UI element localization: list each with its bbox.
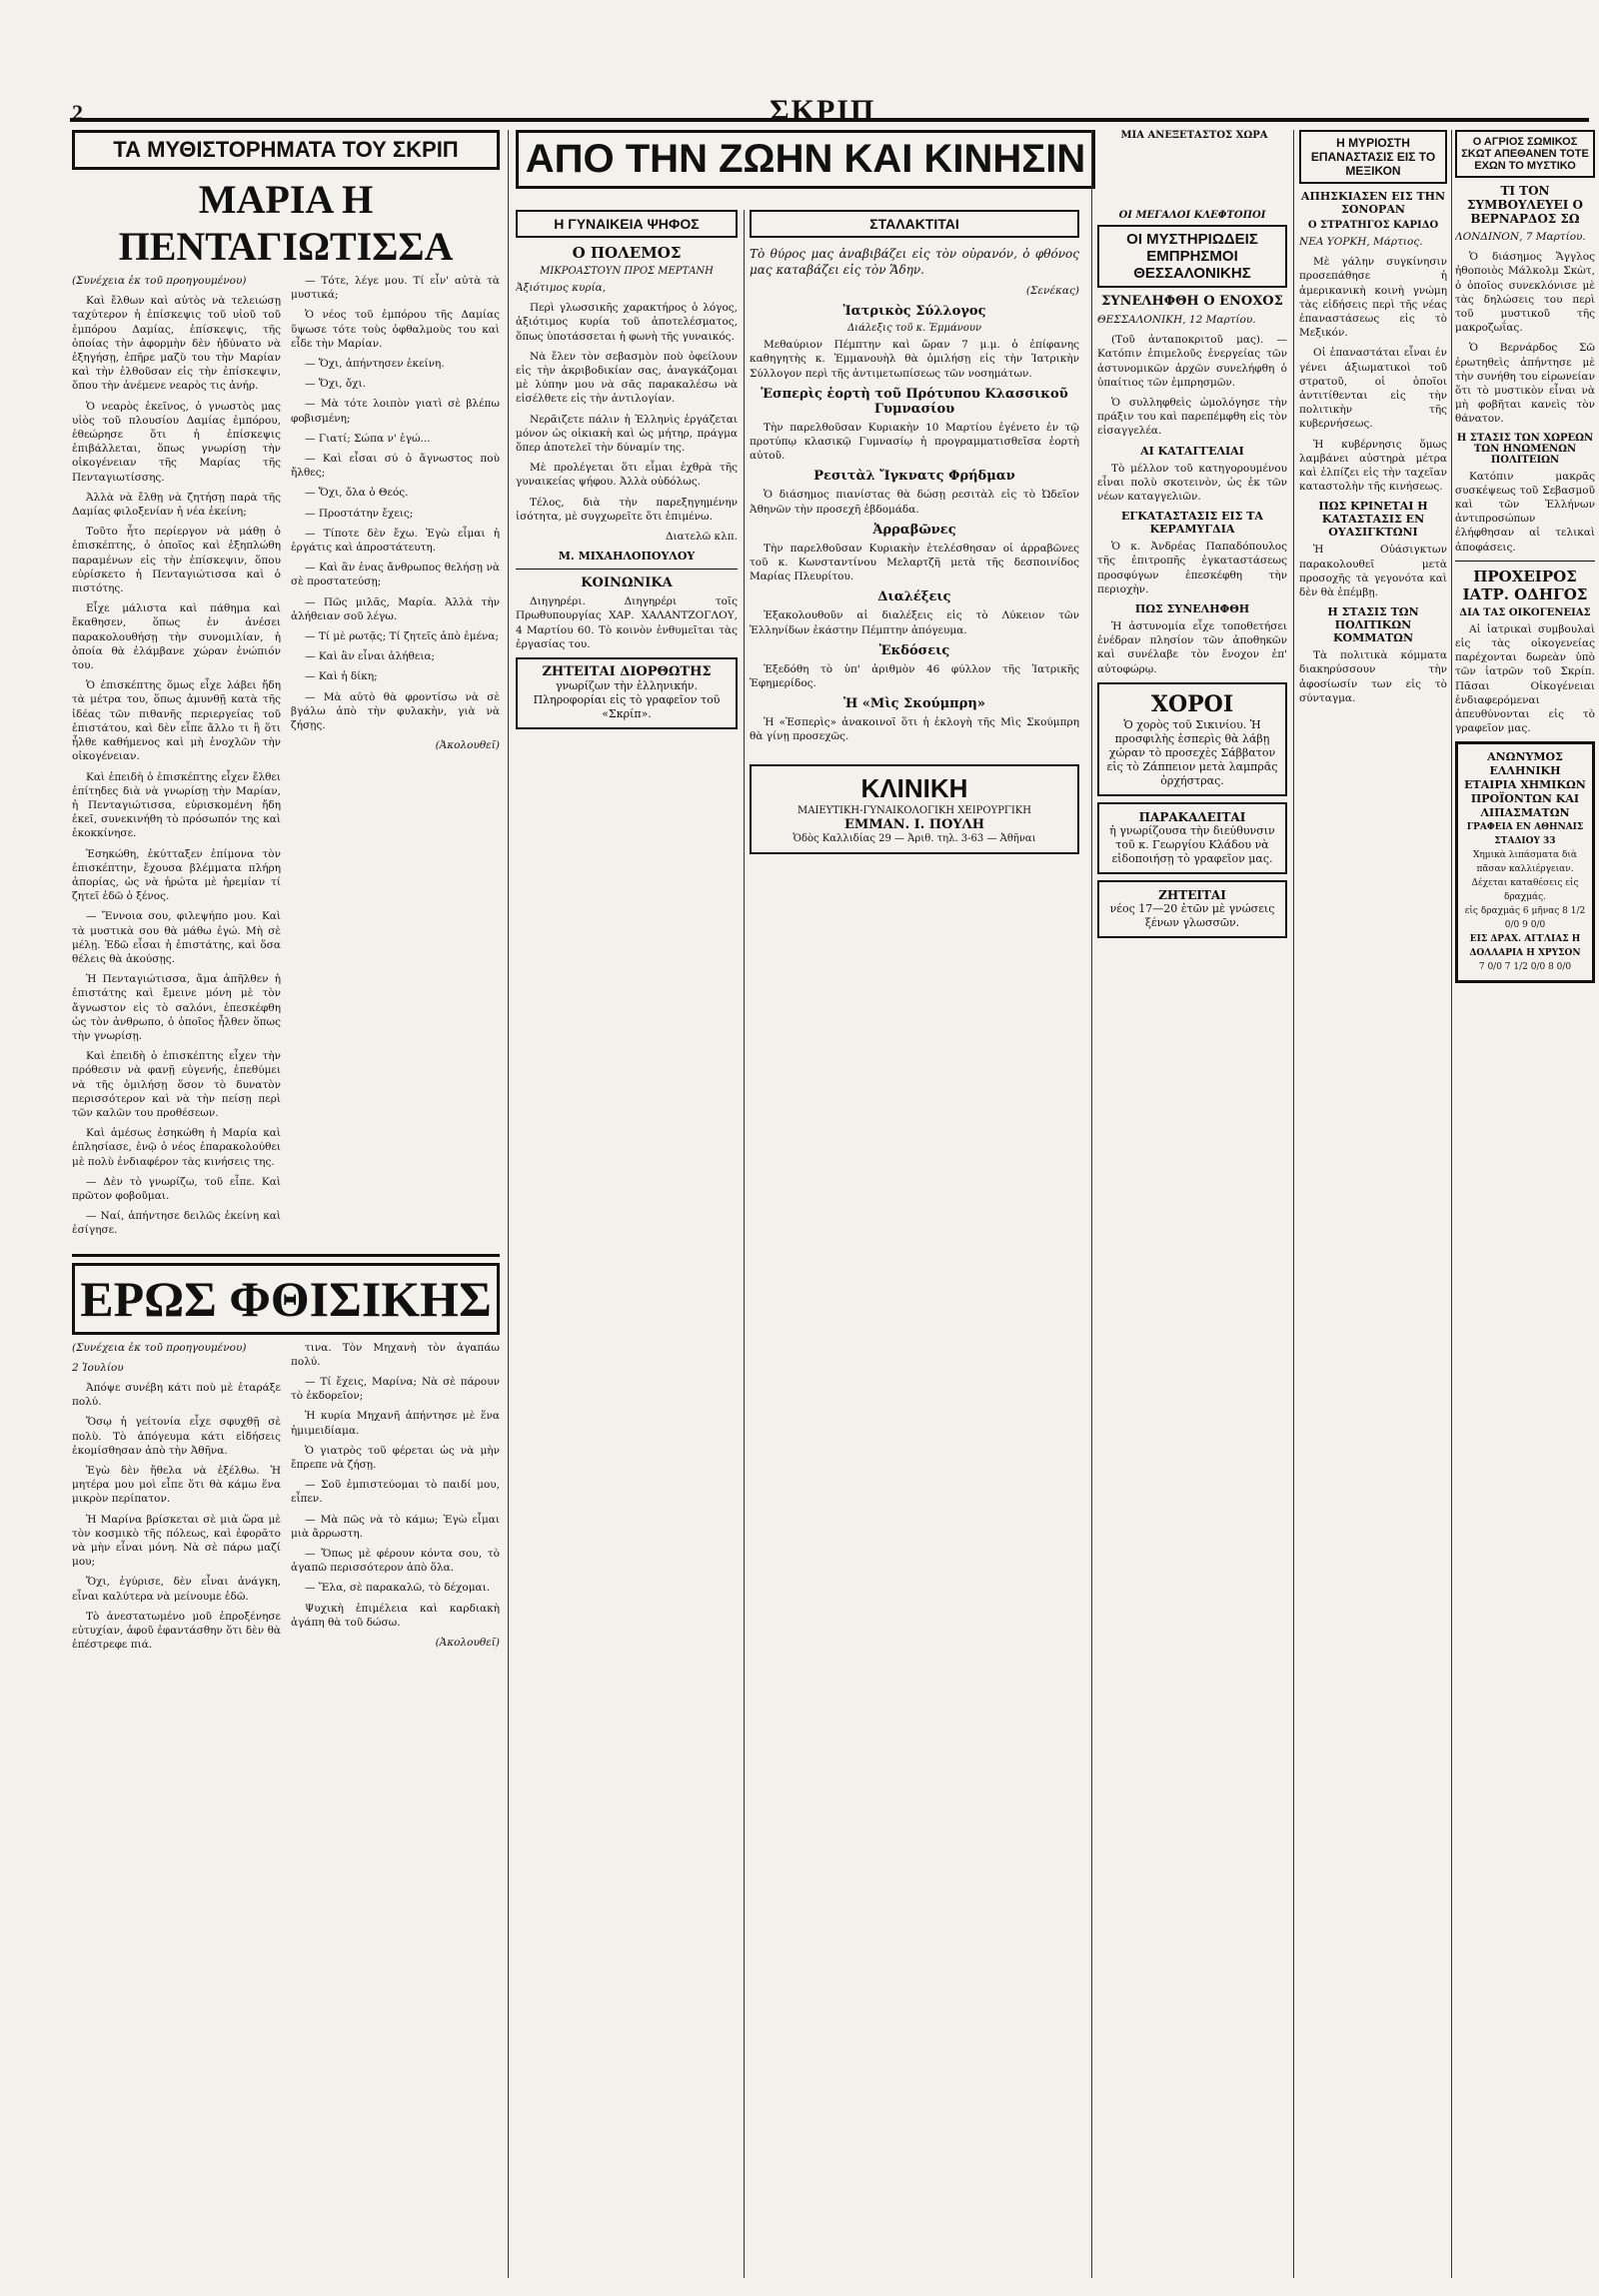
- dialog-line: — Καὶ ἂν εἶναι ἀλήθεια;: [305, 650, 436, 663]
- item-text: Τὴν παρελθοῦσαν Κυριακὴν ἐτελέσθησαν οἱ ἀρραβῶνες τοῦ κ. Κωνσταντίνου Μελαρτζῆ μετὰ τῆς δεσποινίδος Μαρίας Πλευρίτου.: [750, 542, 1079, 583]
- chemicals-rates2: 7 0/0 7 1/2 0/0 8 0/0: [1478, 962, 1572, 973]
- section-rule: [1455, 561, 1595, 562]
- item-text: Τὴν παρελθοῦσαν Κυριακὴν 10 Μαρτίου ἐγένετο ἐν τῷ προτύπῳ κλασικῷ Γυμνασίῳ ἡ προγραμματισθεῖσα ἑορτὴ αὐτοῦ.: [750, 421, 1079, 463]
- novel-paragraph: Ἡ Μαρίνα βρίσκεται σὲ μιὰ ὥρα μὲ τὸν κοσμικὸ τῆς πόλεως, καὶ ἐφορᾶτο νὰ μὴν εἶναι μόνη. Νὰ σὲ πάρω μαζί μου;: [72, 1513, 281, 1569]
- section-rule: [516, 569, 738, 570]
- header-rule: [70, 118, 1589, 122]
- novel-paragraph: — Δὲν τὸ γνωρίζω, τοῦ εἶπε. Καὶ πρῶτον φοβοῦμαι.: [72, 1175, 281, 1202]
- item-text: Ἐξεδόθη τὸ ὑπ' ἀριθμὸν 46 φύλλον τῆς Ἰατρικῆς Ἑφημερίδος.: [750, 662, 1079, 690]
- mexico-kicker: ΜΙΑ ΑΝΕΞΕΤΑΣΤΟΣ ΧΩΡΑ: [1120, 130, 1268, 141]
- novel-paragraph: Ἀπόψε συνέβη κάτι ποὺ μὲ ἐταράξε πολύ.: [72, 1382, 281, 1409]
- novel2-col-b: [291, 1341, 500, 1659]
- novel-paragraph: Ὁ ἐπισκέπτης ὅμως εἶχε λάβει ἤδη τὰ μέτρα του, ὅπως ἀμυνθῇ κατὰ τῆς ἰδέας τῶν πιθανῆς περιεργείας τοῦ ἐπιστάτου, καὶ δὲν εἶπε ἄλλο τι ἢ ὅτι ἦλθε καθήμενος καὶ μὴ ἐνοχλῶν τὴν οἰκογένειαν.: [72, 679, 281, 763]
- quote: Τὸ θύρος μας ἀναβιβάζει εἰς τὸν οὐρανόν, ὁ φθόνος μας καταβάζει εἰς τὸν Ἅδην.: [750, 247, 1079, 277]
- dialog-line: Ὁ νέος τοῦ ἐμπόρου τῆς Δαμίας ὕψωσε τότε τοὺς ὀφθαλμοὺς του καὶ εἶδε τὴν Μαρίαν.: [291, 309, 500, 350]
- item-title: Ἐκδόσεις: [878, 642, 950, 658]
- item-title: Ἰατρικὸς Σύλλογος: [842, 304, 986, 320]
- article-paragraph: Κατόπιν μακρᾶς συσκέψεως τοῦ Σεβασμοῦ καὶ τῶν Ἐλλήνων ἀντιπροσώπων ἐλήφθησαν αἱ τελικαὶ ἀποφάσεις.: [1455, 470, 1595, 554]
- chemicals-ad: [1455, 741, 1595, 983]
- pharmacy-text: Αἱ ἰατρικαὶ συμβουλαὶ εἰς τὰς οἰκογενείας παρέχονται δωρεὰν ὑπὸ τῶν ἰατρῶν τοῦ Σκρίπ. Πᾶσαι Οἰκογένειαι ἐνδιαφερόμεναι ἀπευθύνονται εἰς τὸ γραφεῖον μας.: [1455, 622, 1595, 735]
- novel2-col-a: [72, 1341, 281, 1659]
- bernard-title: Ο ΑΓΡΙΟΣ ΣΩΜΙΚΟΣ ΣΚΩΤ ΑΠΕΘΑΝΕΝ ΤΟΤΕ ΕΧΩΝ ΤΟ ΜΥΣΤΙΚΟ: [1455, 130, 1595, 178]
- bernard-column: [1455, 130, 1595, 2278]
- column-divider: [1451, 130, 1452, 2278]
- chemicals-title: ΑΝΩΝΥΜΟΣ ΕΛΛΗΝΙΚΗ ΕΤΑΙΡΙΑ ΧΗΜΙΚΩΝ ΠΡΟΪΟΝΤΩΝ ΚΑΙ ΛΙΠΑΣΜΑΤΩΝ: [1464, 750, 1586, 820]
- clinic-title: ΚΛΙΝΙΚΗ: [860, 772, 968, 803]
- signoff: Διατελῶ κλπ.: [665, 531, 738, 544]
- section-heading: ΕΓΚΑΤΑΣΤΑΣΙΣ ΕΙΣ ΤΑ ΚΕΡΑΜΥΓΔΙΑ: [1121, 510, 1263, 537]
- wanted2-title: ΖΗΤΕΙΤΑΙ: [1158, 887, 1226, 902]
- article-paragraph: Ὁ συλληφθεὶς ὡμολόγησε τὴν πράξιν του καὶ παρεπέμφθη εἰς τὸν εἰσαγγελέα.: [1097, 397, 1287, 438]
- article-paragraph: Νὰ ἔλεν τὸν σεβασμὸν ποὺ ὀφείλουν εἰς τὴν ἀκριβοδικίαν σας, ἀναγκάζομαι μὲ λύπην μου νὰ σᾶς παρακαλέσω νὰ εἰσέλθετε εἰς τὴν ἀντιλογίαν.: [516, 350, 738, 406]
- novel-paragraph: Καὶ ἐπειδὴ ὁ ἐπισκέπτης εἶχεν ἔλθει ἐπίτηδες διὰ νὰ γνωρίσῃ τὴν Μαρίαν, ἡ Πενταγιώτισσα, εὑρισκομένη ἤδη ἐκεῖ, συνεκινήθη τὸ πρόσωπόν της καὶ ἐκοκκίνησε.: [72, 770, 281, 840]
- novel-paragraph: — Μὰ πῶς νὰ τὸ κάμω; Ἐγὼ εἶμαι μιὰ ἄρρωστη.: [291, 1513, 500, 1540]
- novel-paragraph: Ὁ γιατρὸς τοῦ φέρεται ὡς νὰ μὴν ἔπρεπε νὰ ζήσῃ.: [291, 1444, 500, 1472]
- dialog-line: — Ὄχι, ἀπήντησεν ἐκείνη.: [305, 358, 445, 371]
- article-paragraph: Τὸ μέλλον τοῦ κατηγορουμένου εἶναι πολὺ σκοτεινὸν, ὡς ἐκ τῶν νέων καταγγελιῶν.: [1097, 462, 1287, 504]
- article-subtitle: ΜΙΚΡΟΑΣΤΟΥΝ ΠΡΟΣ ΜΕΡΤΑΝΗ: [540, 266, 714, 277]
- stalaktitai-heading: ΣΤΑΛΑΚΤΙΤΑΙ: [750, 210, 1079, 238]
- dances-title: ΧΟΡΟΙ: [1150, 690, 1234, 717]
- mexico-column: [1299, 130, 1447, 2278]
- dances-text: Ὁ χορὸς τοῦ Σικινίου. Ἡ προσφιλὴς ἑσπερὶς θὰ λάβῃ χώραν τὸ προσεχὲς Σάββατον εἰς τὸ Ζάππειον μετὰ λαμπρᾶς ὀρχήστρας.: [1106, 717, 1278, 787]
- serial-section-title: ΤΑ ΜΥΘΙΣΤΟΡΗΜΑΤΑ ΤΟΥ ΣΚΡΙΠ: [72, 130, 500, 170]
- dialog-line: — Τότε, λέγε μου. Τί εἶν' αὐτὰ τὰ μυστικά;: [291, 275, 500, 302]
- wanted2-ad: [1097, 880, 1287, 938]
- item-text: Μεθαύριον Πέμπτην καὶ ὥραν 7 μ.μ. ὁ ἐπίφανης καθηγητὴς κ. Ἐμμανουὴλ θὰ ὁμιλήσῃ εἰς τὴν Ἰατρικὴν Σύλλογον περὶ τῆς ἀντιμετωπίσεως τῶν νοσημάτων.: [750, 339, 1079, 380]
- parakaleitai-ad: [1097, 802, 1287, 874]
- main-banner: ΑΠΟ ΤΗΝ ΖΩΗΝ ΚΑΙ ΚΙΝΗΣΙΝ: [516, 130, 1095, 189]
- novel-paragraph: τινα. Τὸν Μηχανὴ τὸν ἀγαπάω πολύ.: [291, 1341, 500, 1368]
- article-paragraph: Μὲ προλέγεται ὅτι εἶμαι ἐχθρὰ τῆς γυναικείας ψήφου. Ἀλλὰ οὐδόλως.: [516, 462, 738, 489]
- novel-paragraph: — Ναί, ἀπήντησε δειλῶς ἐκείνη καὶ ἐσίγησε.: [72, 1210, 281, 1237]
- clinic-ad: [750, 764, 1079, 854]
- dateline: ΛΟΝΔΙΝΟΝ, 7 Μαρτίου.: [1455, 231, 1586, 243]
- section-heading: Η ΣΤΑΣΙΣ ΤΩΝ ΠΟΛΙΤΙΚΩΝ ΚΟΜΜΑΤΩΝ: [1327, 605, 1419, 645]
- novel-paragraph: Ἐγὼ δὲν ἤθελα νὰ ἐξέλθω. Ἡ μητέρα μου μοὶ εἶπε ὅτι θὰ κάμω ἕνα μικρὸν περίπατον.: [72, 1465, 281, 1506]
- item-text: Ὁ διάσημος πιανίστας θὰ δώσῃ ρεσιτὰλ εἰς τὸ Ὠδεῖον Ἀθηνῶν τὴν προσεχῆ ἑβδομάδα.: [750, 489, 1079, 516]
- article-paragraph: Οἱ ἐπαναστάται εἶναι ἐν γένει ἀξιωματικοὶ τοῦ στρατοῦ, οἱ ὁποῖοι ἀντιτίθενται εἰς τὴν πολιτικὴν τῆς κυβερνήσεως.: [1299, 347, 1447, 431]
- section-heading: ΑΙ ΚΑΤΑΓΓΕΛΙΑΙ: [1140, 444, 1244, 458]
- masthead: ΣΚΡΙΠ: [770, 94, 876, 127]
- dateline: ΘΕΣΣΑΛΟΝΙΚΗ, 12 Μαρτίου.: [1097, 314, 1256, 326]
- article-paragraph: Τὰ πολιτικὰ κόμματα διακηρύσσουν τὴν ἀφοσίωσίν των εἰς τὸ σύνταγμα.: [1299, 649, 1447, 704]
- salonika-kicker: ΟΙ ΜΕΓΑΛΟΙ ΚΛΕΦΤΟΠΟΙ: [1118, 210, 1266, 221]
- item-text: Ἡ «Ἑσπερὶς» ἀνακοινοῖ ὅτι ἡ ἐκλογὴ τῆς Μὶς Σκούμπρη θὰ γίνῃ προσεχῶς.: [750, 716, 1079, 743]
- novel-paragraph: Ἡ Πενταγιώτισσα, ἄμα ἀπῆλθεν ἡ ἐπιστάτης καὶ ἔμεινε μόνη μὲ τὸν ἄγνωστον εἰς τὸ σαλόνι, ἐπεσκέφθη ὡς τὸν ἀνθρωπο, ὁ ὁποῖος ἦλθεν ὅπως τὴν γνωρίσῃ.: [72, 973, 281, 1042]
- wanted-ad: [516, 657, 738, 729]
- novel-paragraph: Ὅχι, ἐγύρισε, δὲν εἶναι ἀνάγκη, εἶναι καλύτερα νὰ μείνουμε ἐδῶ.: [72, 1576, 281, 1603]
- parakaleitai-title: ΠΑΡΑΚΑΛΕΙΤΑΙ: [1138, 809, 1246, 824]
- chemicals-text: Χημικὰ λιπάσματα διὰ πᾶσαν καλλιέργειαν. Δέχεται καταθέσεις εἰς δραχμάς.: [1471, 850, 1579, 903]
- social-text: Διηγηρέρι. Διηγηρέρι τοῖς Πρωθυπουργίας ΧΑΡ. ΧΑΛΑΝΤΖΟΓΛΟΥ, 4 Μαρτίου 60. Τὸ κοινὸν ἐνθυμεῖται τὰς ἐργασίας του.: [516, 595, 738, 650]
- novel-paragraph: Ὁ νεαρὸς ἐκεῖνος, ὁ γνωστὸς μας υἱὸς τοῦ πλουσίου Δαμίας ἐμπόρου, ἐθεώρησε ὅτι ἡ ἐπίσκεψις ἐπιβάλλεται, ὅπως γνωρίσῃ τὴν οἰκογένειαν τῆς Μαρίας τῆς Πενταγιωτίσσης.: [72, 400, 281, 484]
- article-paragraph: Ἡ κυβέρνησις ὅμως λαμβάνει αὐστηρὰ μέτρα καὶ ἐλπίζει εἰς τὴν ταχεῖαν καταστολὴν τῆς κινήσεως.: [1299, 438, 1447, 494]
- item-title: Ἡ «Μὶς Σκούμπρη»: [843, 696, 985, 712]
- wanted2-text: νέος 17—20 ἐτῶν μὲ γνώσεις ξένων γλωσσῶν.: [1109, 901, 1275, 929]
- novel-paragraph: Ἡ κυρία Μηχανῆ ἀπήντησε μὲ ἕνα ἡμιμειδίαμα.: [291, 1410, 500, 1437]
- column-divider: [508, 130, 509, 2278]
- wanted-text: γνωρίζων τὴν ἑλληνικήν. Πληροφορίαι εἰς τὸ γραφεῖον τοῦ «Σκρίπ».: [533, 679, 721, 721]
- article-paragraph: Τέλος, διὰ τὴν παρεξηγημένην ἰσότητα, μὲ συγχωρεῖτε ὅτι ἐπιμένω.: [516, 496, 738, 523]
- novel-col-b: [291, 274, 500, 1244]
- clinic-address: Ὁδὸς Καλλιδίας 29 — Ἀριθ. τηλ. 3-63 — Ἀθῆναι: [793, 832, 1036, 844]
- column-divider: [1293, 130, 1294, 2278]
- bernard-subtitle: ΤΙ ΤΟΝ ΣΥΜΒΟΥΛΕΥΕΙ Ο ΒΕΡΝΑΡΔΟΣ ΣΩ: [1467, 184, 1583, 226]
- article-paragraph: Ἡ ἀστυνομία εἶχε τοποθετήσει ἐνέδραν πλησίον τῶν ἀποθηκῶν καὶ συνέλαβε τὸν ἔνοχον ἐπ' αὐτοφώρῳ.: [1097, 620, 1287, 675]
- section-heading: ΠΩΣ ΣΥΝΕΛΗΦΘΗ: [1134, 602, 1250, 616]
- mexico-title: Η ΜΥΡΙΟΣΤΗ ΕΠΑΝΑΣΤΑΣΙΣ ΕΙΣ ΤΟ ΜΕΞΙΚΟΝ: [1299, 130, 1447, 184]
- dialog-line: — Πῶς μιλᾶς, Μαρία. Ἀλλὰ τὴν ἀλήθειαν σοῦ λέγω.: [291, 595, 500, 622]
- novel-paragraph: Ψυχικὴ ἐπιμέλεια καὶ καρδιακὴ ἀγάπη θὰ τοῦ δώσω.: [291, 1602, 500, 1629]
- novel-paragraph: — Ἔλα, σὲ παρακαλῶ, τὸ δέχομαι.: [305, 1582, 491, 1595]
- novel-paragraph: — Ἔννοια σου, φιλεψήπο μου. Καὶ τὰ μυστικὰ σου θὰ μάθω ἐγώ. Μὴ σὲ μέλῃ. Ἐδῶ εἶσαι ἡ ἐπιστάτης, καὶ ὅσα θέλεις θὰ ἀκούσῃς.: [72, 910, 281, 965]
- article-paragraph: Ὁ διάσημος Ἄγγλος ἠθοποιὸς Μάλκολμ Σκὼτ, ὁ ὁποῖος συνεκλόνισε μὲ τὰς δηλώσεις του περὶ τοῦ μυστικοῦ τῆς μακροζωΐας.: [1455, 251, 1595, 335]
- novel-paragraph: Καὶ ἔλθων καὶ αὐτὸς νὰ τελειώσῃ ταχύτερον ἡ ἐπίσκεψις τοῦ υἱοῦ τοῦ ἐμπόρου Δαμίας, ἐπίσκεψις, τῆς ὁποίας τὴν ἀφορμὴν δὲν ἠδύνατο νὰ ἐξηγήσῃ, ἐπῆρε μαζὺ του τὴν Μαρίαν καὶ τὴν ἐλθοῦσαν εἰς τὴν ἐπίσκεψιν, ὅπου τὴν ἀνέμενε νεαρὸς τις ἀνήρ.: [72, 295, 281, 393]
- clinic-subtitle: ΜΑΙΕΥΤΙΚΗ-ΓΥΝΑΙΚΟΛΟΓΙΚΗ ΧΕΙΡΟΥΡΓΙΚΗ: [797, 804, 1032, 816]
- to-be-continued: (Ἀκολουθεῖ): [435, 1637, 500, 1650]
- novel-paragraph: Καὶ ἐπειδὴ ὁ ἐπισκέπτης εἶχεν τὴν πρόθεσιν νὰ φανῇ εὐγενής, ἐπεθύμει νὰ τῆς ὁμιλήσῃ ὅσον τὸ δυνατὸν περισσότερον καὶ νὰ τὴν πείσῃ περὶ τῶν καλῶν του προθέσεων.: [72, 1050, 281, 1119]
- novel-paragraph: Ἀλλὰ νὰ ἔλθῃ νὰ ζητήσῃ παρὰ τῆς Δαμίας φιλοξενίαν ἡ νέα ἐκείνη;: [72, 491, 281, 519]
- dialog-line: — Προστάτην ἔχεις;: [305, 507, 414, 520]
- novel-paragraph: — Ὅπως μὲ φέρουν κόντα σου, τὸ ἀγαπῶ περισσότερον ἀπὸ ὅλα.: [291, 1548, 500, 1575]
- article-title: Ο ΠΟΛΕΜΟΣ: [572, 244, 682, 262]
- mexico-header: [1099, 130, 1289, 206]
- section-rule: [72, 1254, 500, 1257]
- novel-paragraph: Καὶ ἀμέσως ἐσηκώθη ἡ Μαρία καὶ ἐπλησίασε, ἐνῷ ὁ νέος ἐπαρακολούθει μὲ πολὺ ἐνδιαφέρον τὰς κινήσεις της.: [72, 1127, 281, 1168]
- mexico-sub2: Ο ΣΤΡΑΤΗΓΟΣ ΚΑΡΙΔΟ: [1307, 220, 1439, 231]
- article-paragraph: Ἡ Οὐάσιγκτων παρακολουθεῖ μετὰ προσοχῆς τὰ γεγονότα καὶ δὲν θὰ ἐπέμβῃ.: [1299, 544, 1447, 599]
- item-text: Ἐξακολουθοῦν αἱ διαλέξεις εἰς τὸ Λύκειον τῶν Ἑλληνίδων ἑκάστην Πέμπτην ἀπόγευμα.: [750, 609, 1079, 636]
- novel-title: ΜΑΡΙΑ Η ΠΕΝΤΑΓΙΩΤΙΣΣΑ: [118, 177, 454, 269]
- salonika-column: [1097, 210, 1287, 2278]
- wanted-heading: ΖΗΤΕΙΤΑΙ ΔΙΟΡΘΩΤΗΣ: [542, 664, 712, 680]
- article-paragraph: Νερᾶιζετε πάλιν ἡ Ἑλληνὶς ἐργάζεται μόνον ὡς οἰκιακὴ καὶ ὡς μήτηρ, πράγμα ὅπερ ἀποτελεῖ τὴν δύναμίν της.: [516, 413, 738, 455]
- item-subtitle: Διάλεξις τοῦ κ. Ἐμμάνουν: [846, 323, 982, 335]
- clinic-doctor: ΕΜΜΑΝ. Ι. ΠΟΥΛΗ: [843, 816, 985, 832]
- dialog-line: — Καὶ ἡ δίκη;: [305, 670, 378, 683]
- womens-vote-heading: Η ΓΥΝΑΙΚΕΙΑ ΨΗΦΟΣ: [516, 210, 738, 238]
- section-heading: Η ΣΤΑΣΙΣ ΤΩΝ ΧΩΡΕΩΝ ΤΩΝ ΗΝΩΜΕΝΩΝ ΠΟΛΙΤΕΙΩΝ: [1456, 432, 1594, 466]
- novel-col-a: [72, 274, 281, 1244]
- signature: Μ. ΜΙΧΑΗΛΟΠΟΥΛΟΥ: [558, 550, 696, 564]
- section-heading: ΠΩΣ ΚΡΙΝΕΤΑΙ Η ΚΑΤΑΣΤΑΣΙΣ ΕΝ ΟΥΑΣΙΓΚΤΩΝΙ: [1318, 500, 1428, 540]
- dialog-line: — Τί μὲ ρωτᾷς; Τί ζητεῖς ἀπὸ ἐμένα;: [305, 630, 500, 643]
- item-title: Διαλέξεις: [877, 589, 951, 605]
- parakaleitai-text: ἡ γνωρίζουσα τὴν διεύθυνσιν τοῦ κ. Γεωργίου Κλάδου νὰ εἰδοποιήσῃ τὸ γραφεῖον μας.: [1109, 823, 1275, 865]
- article-paragraph: Μὲ γάλην συγκίνησιν προσεπάθησε ἡ ἀμερικανικὴ κοινὴ γνώμη τὰς εἰδήσεις περὶ τῆς νέας ἐπαναστάσεως εἰς τὸ Μεξικόν.: [1299, 256, 1447, 340]
- to-be-continued: (Ἀκολουθεῖ): [435, 739, 500, 752]
- item-title: Ρεσιτὰλ Ἴγκνατς Φρήδμαν: [813, 469, 1015, 485]
- social-heading: ΚΟΙΝΩΝΙΚΑ: [581, 575, 673, 591]
- salutation: Ἀξιότιμος κυρία,: [516, 282, 607, 294]
- article-paragraph: Ὁ Βερνάρδος Σῶ ἐρωτηθεὶς ἀπήντησε μὲ τὴν συνήθη του εἰρωνείαν ὅτι τὸ μυστικὸν εἶναι νὰ μὴ φοβῆται κανεὶς τὸν θάνατον.: [1455, 342, 1595, 426]
- continued-note: (Συνέχεια ἐκ τοῦ προηγουμένου): [72, 275, 247, 287]
- dialog-line: — Τίποτε δὲν ἔχω. Ἐγὼ εἶμαι ἡ ἐργάτις καὶ ἀπροστάτευτη.: [291, 527, 500, 555]
- dances-ad: [1097, 682, 1287, 796]
- chemicals-rates: εἰς δραχμάς 6 μῆνας 8 1/2 0/0 9 0/0: [1464, 906, 1586, 931]
- dialog-line: — Ὄχι, ὄχι.: [305, 378, 366, 391]
- item-title: Ἑσπερὶς ἑορτὴ τοῦ Πρότυπου Κλασσικοῦ Γυμνασίου: [761, 386, 1068, 417]
- dialog-line: — Μὰ αὐτὸ θὰ φροντίσω νὰ σὲ βγάλω ἀπὸ τὴν φυλακὴν, γιὰ νὰ ζήσῃς.: [291, 690, 500, 732]
- novel-paragraph: Ἐσηκώθη, ἐκύτταξεν ἐπίμονα τὸν ἐπισκέπτην, ἔχουσα βλέμματα πλήρη ἀπορίας, ὡς νὰ ἠρώτα μὲ ἡρεμίαν τί ζητεῖ ἐδῶ ὁ ξένος.: [72, 847, 281, 903]
- article-paragraph: (Τοῦ ἀνταποκριτοῦ μας). — Κατόπιν ἐπιμελοῦς ἐνεργείας τῶν ἀστυνομικῶν ἀρχῶν συνελήφθη ὁ ὑπαίτιος τῶν ἐμπρησμῶν.: [1097, 334, 1287, 389]
- chemicals-address: ΓΡΑΦΕΙΑ ΕΝ ΑΘΗΝΑΙΣ ΣΤΑΔΙΟΥ 33: [1466, 822, 1584, 847]
- novel-paragraph: — Τί ἔχεις, Μαρίνα; Νὰ σὲ πάρουν τὸ ἐκδορεῖον;: [291, 1376, 500, 1403]
- dateline: ΝΕΑ ΥΟΡΚΗ, Μάρτιος.: [1299, 236, 1423, 248]
- stalaktitai-column: [750, 210, 1079, 2278]
- pharmacy-subtitle: ΔΙΑ ΤΑΣ ΟΙΚΟΓΕΝΕΙΑΣ: [1459, 606, 1591, 618]
- pharmacy-title: ΠΡΟΧΕΙΡΟΣ ΙΑΤΡ. ΟΔΗΓΟΣ: [1462, 567, 1588, 603]
- quote-author: (Σενέκας): [1025, 285, 1079, 297]
- novel2-title: ΕΡΩΣ ΦΘΙΣΙΚΗΣ: [72, 1263, 500, 1335]
- article-paragraph: Ὁ κ. Ἀνδρέας Παπαδόπουλος τῆς ἐπιτροπῆς ἐγκαταστάσεως προσφύγων ἐπεσκέφθη τὴν περιοχὴν.: [1097, 541, 1287, 595]
- novel-paragraph: Τοῦτο ἦτο περίεργον νὰ μάθῃ ὁ ἐπισκέπτης, ὁ ὁποῖος καὶ ἐξηπλώθη παραμένων εἰς τὴν ἐπίσκεψιν, ὅπου εὑρίσκετο ἡ Πενταγιώτισσα καὶ ὁ πιστότης.: [72, 526, 281, 595]
- salonika-subtitle: ΣΥΝΕΛΗΦΘΗ Ο ΕΝΟΧΟΣ: [1101, 294, 1283, 309]
- dialog-line: — Ὄχι, ὄλα ὁ Θεός.: [305, 487, 409, 500]
- serial-novel-column: [72, 130, 500, 2278]
- womens-vote-column: [516, 210, 738, 2278]
- dialog-line: — Καὶ ἂν ἐνας ἄνθρωπος θελήσῃ νὰ σὲ προστατεύσῃ;: [291, 562, 500, 588]
- mexico-subtitle: ΑΠΗΣΚΙΑΣΕΝ ΕΙΣ ΤΗΝ ΣΟΝΟΡΑΝ: [1300, 190, 1446, 216]
- column-divider: [744, 210, 745, 2278]
- continued-note: (Συνέχεια ἐκ τοῦ προηγουμένου): [72, 1341, 247, 1354]
- column-divider: [1091, 130, 1092, 2278]
- page-number: 2: [72, 100, 83, 125]
- dialog-line: — Γιατί; Σώπα ν' ἐγώ...: [305, 432, 431, 445]
- item-title: Ἀρραβῶνες: [872, 522, 956, 538]
- chapter-date: 2 Ἰουλίου: [72, 1361, 124, 1374]
- dialog-line: — Καὶ εἶσαι σύ ὁ ἄγνωστος ποὺ ἤλθες;: [291, 453, 500, 480]
- chemicals-footer: ΕΙΣ ΔΡΑΧ. ΑΓΓΛΙΑΣ Η ΔΟΛΛΑΡΙΑ Η ΧΡΥΣΟΝ: [1469, 934, 1581, 959]
- novel-paragraph: Τὸ ἀνεστατωμένο μοῦ ἐπροξένησε εὐτυχίαν, ἀφοῦ ἐφαντάσθην ὅτι δὲν θὰ ἐπέστρεφε πιά.: [72, 1610, 281, 1652]
- salonika-title: ΟΙ ΜΥΣΤΗΡΙΩΔΕΙΣ ΕΜΠΡΗΣΜΟΙ ΘΕΣΣΑΛΟΝΙΚΗΣ: [1097, 225, 1287, 288]
- novel-paragraph: Εἶχε μάλιστα καὶ πάθημα καὶ ἔκαθησεν, ὅπως ἐν ἀνέσει παρακολουθήσῃ τὴν συνομιλίαν, ἡ ὁποία θὰ ἐλάμβανε χώραν ἐνώπιόν του.: [72, 602, 281, 672]
- novel-paragraph: — Σοῦ ἐμπιστεύομαι τὸ παιδί μου, εἶπεν.: [291, 1479, 500, 1506]
- novel-paragraph: Ὅσῳ ἡ γείτονία εἶχε σφυχθῇ σὲ πολὺ. Τὸ ἀπόγευμα κάτι εἰδήσεις ἐκομίσθησαν ἀπὸ τὴν Ἀθῆνα.: [72, 1416, 281, 1457]
- article-paragraph: Περὶ γλωσσικῆς χαρακτήρος ὁ λόγος, ἀξιότιμος κυρία τοῦ ἀποτελέσματος, ὅπως ὑποτάσσεται ἡ φωνὴ τῆς γυναικός.: [516, 302, 738, 343]
- dialog-line: — Μὰ τότε λοιπὸν γιατὶ σὲ βλέπω φοβισμένη;: [291, 398, 500, 425]
